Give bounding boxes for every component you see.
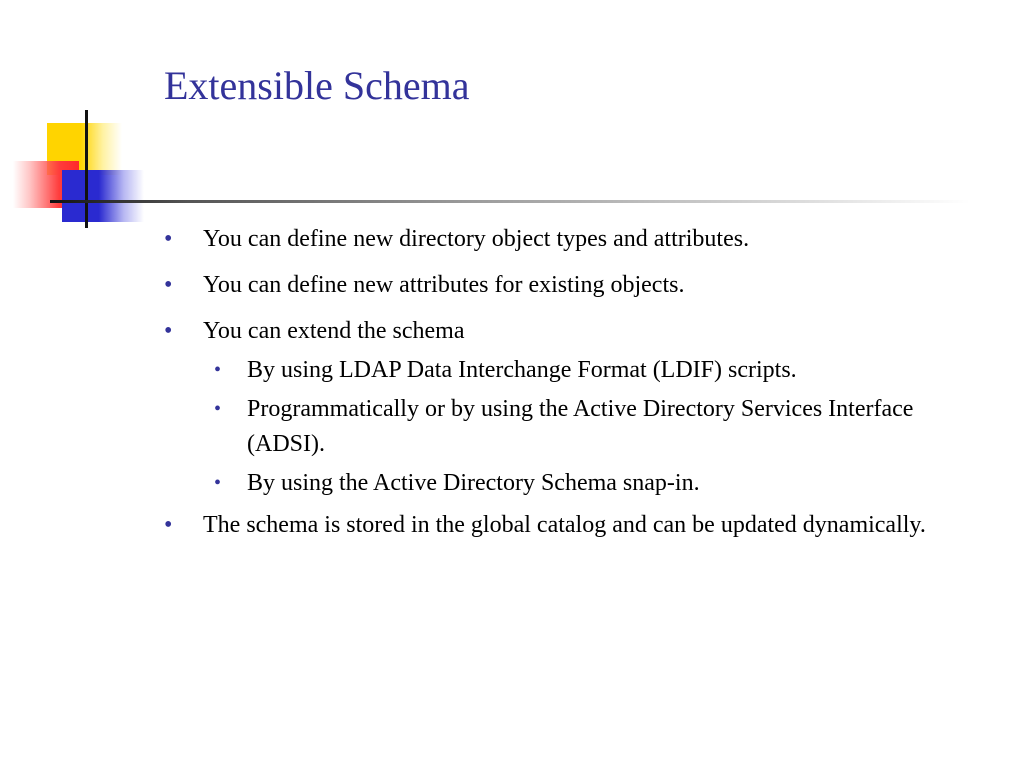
sub-bullet-list — [164, 353, 954, 501]
sub-bullet-text: Programmatically or by using the Active Directory Services Interface (ADSI). — [247, 396, 914, 457]
sub-bullet-item — [214, 392, 954, 462]
bullet-text: You can define new attributes for existing objects. — [203, 272, 685, 298]
slide-title: Extensible Schema — [164, 63, 470, 108]
bullet-item — [164, 313, 954, 349]
bullet-icon: • — [164, 226, 173, 252]
bullet-list — [164, 221, 954, 553]
bullet-text: You can define new directory object types and attributes. — [203, 226, 750, 252]
blue-square-decoration — [62, 170, 144, 222]
bullet-item — [164, 221, 954, 257]
sub-bullet-item — [214, 466, 954, 501]
sub-bullet-item — [214, 353, 954, 388]
bullet-icon: • — [164, 512, 173, 538]
bullet-item — [164, 507, 954, 543]
bullet-text: You can extend the schema — [203, 318, 465, 344]
sub-bullet-icon: • — [214, 359, 222, 381]
bullet-text: The schema is stored in the global catalog and can be updated dynamically. — [203, 512, 926, 538]
vertical-rule — [85, 110, 88, 228]
horizontal-rule — [50, 200, 970, 203]
decorative-graphic — [0, 0, 1024, 240]
sub-bullet-icon: • — [214, 398, 222, 420]
bullet-item — [164, 267, 954, 303]
sub-bullet-text: By using LDAP Data Interchange Format (LDIF) scripts. — [247, 357, 797, 383]
bullet-icon: • — [164, 318, 173, 344]
bullet-icon: • — [164, 272, 173, 298]
sub-bullet-text: By using the Active Directory Schema snap-in. — [247, 470, 700, 496]
sub-bullet-icon: • — [214, 472, 222, 494]
